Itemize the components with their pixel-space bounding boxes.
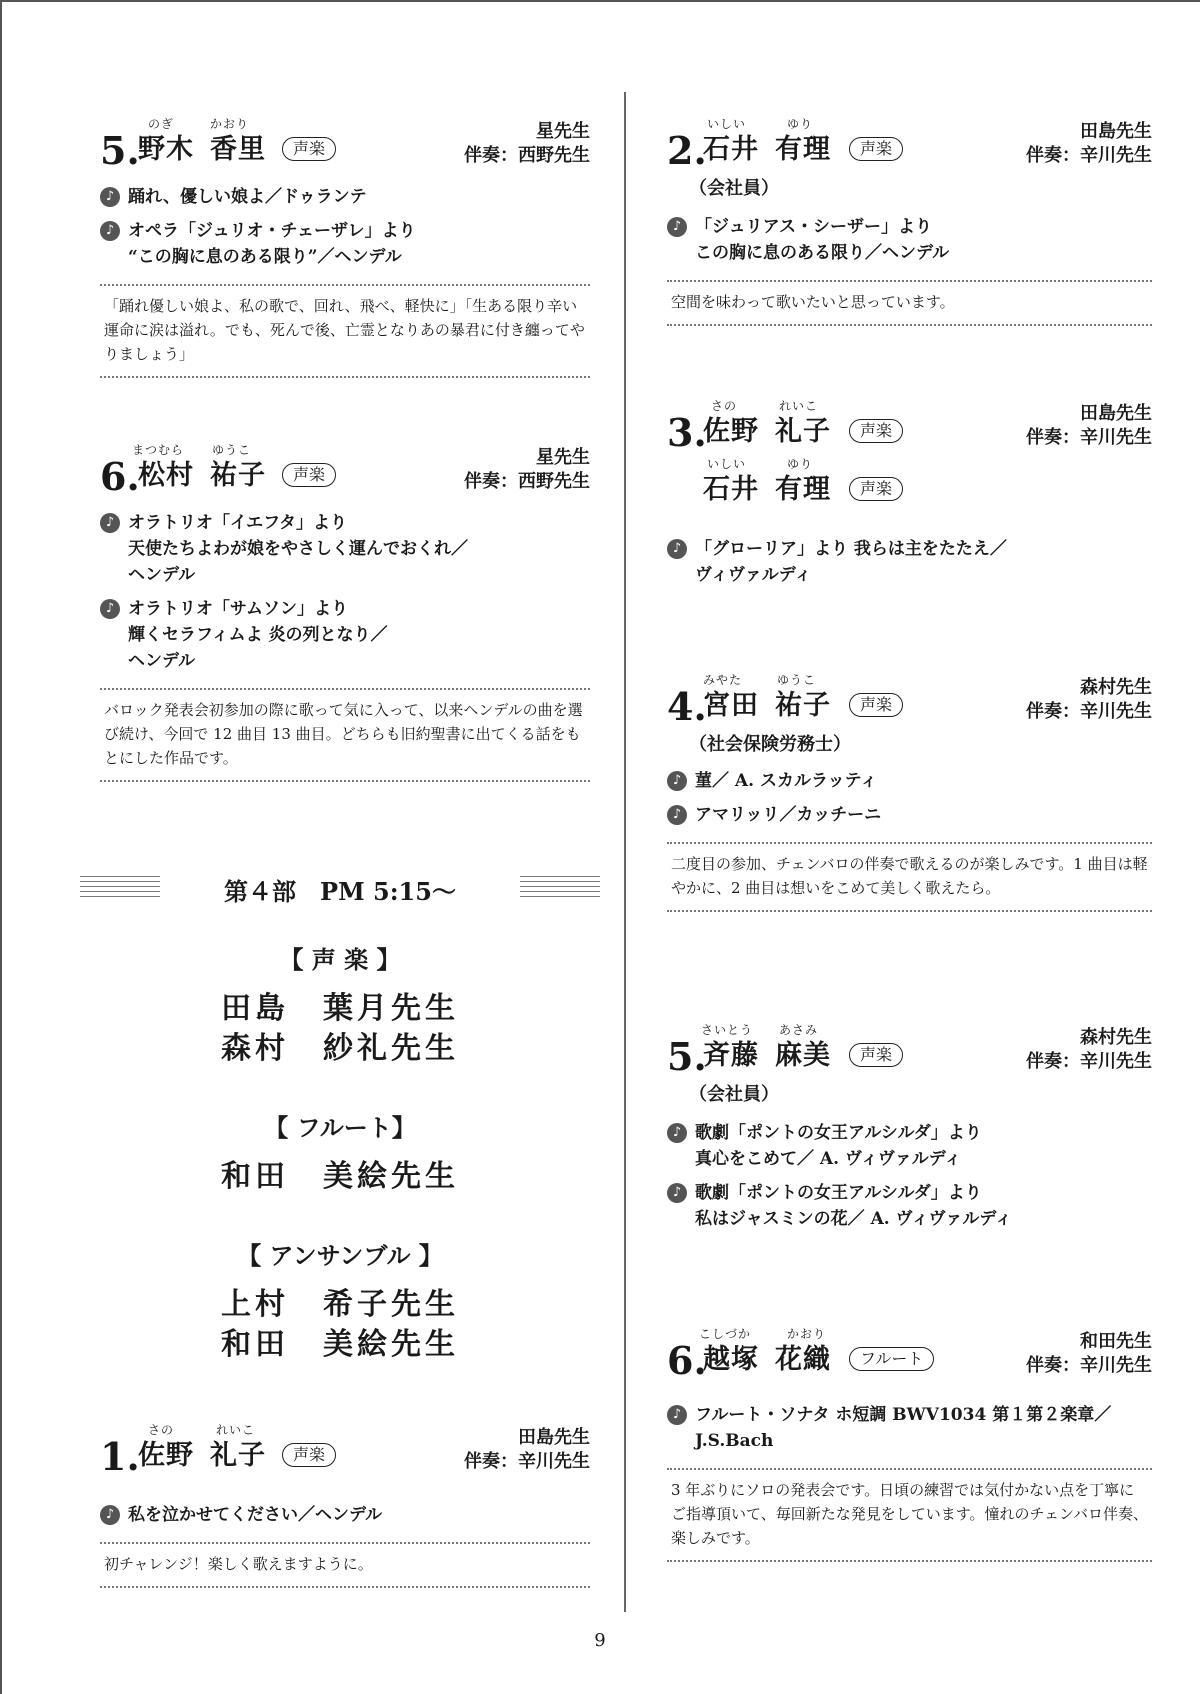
category-badge: 声楽	[282, 463, 336, 487]
ruby-given: ゆうこ	[777, 673, 817, 687]
song-title: 菫／ A. スカルラッティ	[695, 771, 878, 791]
page-number: 9	[594, 1630, 606, 1651]
performer-family-name: 佐野	[138, 1440, 194, 1471]
performer-comment: 空間を味わって歌いたいと思っています。	[667, 280, 1152, 326]
ruby-given: ゆり	[787, 117, 814, 131]
entry-number: 2.	[667, 128, 707, 173]
performer-entry	[667, 118, 1152, 326]
song-title: フルート・ソナタ ホ短調 BWV1034 第１第２楽章／	[695, 1405, 1112, 1425]
music-note-icon: ♪	[667, 1183, 687, 1203]
teacher-name: 田島先生	[518, 1427, 590, 1448]
accompanist: 伴奏：辛川先生	[1026, 1355, 1152, 1376]
song-title: 真心をこめて／ A. ヴィヴァルディ	[695, 1149, 962, 1169]
teacher-info	[464, 120, 590, 168]
accompanist: 伴奏：辛川先生	[1026, 427, 1152, 448]
ruby-family: さの	[148, 1423, 175, 1437]
music-note-icon: ♪	[100, 1505, 120, 1525]
ruby-family: みやた	[703, 673, 743, 687]
ruby-family: さの	[711, 399, 738, 413]
performer-comment: 初チャレンジ！楽しく歌えますように。	[100, 1542, 590, 1588]
accompanist: 伴奏：辛川先生	[1026, 1051, 1152, 1072]
teacher-info	[464, 1426, 590, 1474]
part-title: 第４部 PM 5:15〜	[224, 877, 456, 906]
performer-entry	[667, 400, 1152, 588]
song-title: オラトリオ「イエフタ」より	[128, 513, 347, 533]
teacher-info	[1026, 1330, 1152, 1378]
song-item	[667, 214, 1152, 266]
song-title: 私を泣かせてください／ヘンデル	[128, 1505, 383, 1525]
accompanist: 伴奏：辛川先生	[1026, 701, 1152, 722]
song-title: 輝くセラフィムよ 炎の列となり／	[128, 625, 388, 645]
music-note-icon: ♪	[667, 539, 687, 559]
teacher-name: 森村先生	[1080, 1027, 1152, 1048]
entry-number: 5.	[100, 128, 140, 173]
accompanist: 伴奏：西野先生	[464, 145, 590, 166]
song-item	[100, 510, 590, 588]
performer-entry	[667, 1024, 1152, 1232]
music-note-icon: ♪	[667, 1405, 687, 1425]
performer-given-name: 礼子	[775, 416, 831, 447]
performer-entry	[667, 674, 1152, 912]
teacher-name: 和田 美絵先生	[221, 1327, 459, 1362]
teacher-name: 和田 美絵先生	[221, 1159, 459, 1194]
ruby-given: かおり	[210, 117, 250, 131]
performer-given-name: 麻美	[775, 1040, 831, 1071]
song-item	[667, 1402, 1152, 1454]
music-note-icon: ♪	[667, 805, 687, 825]
ruby-given: ゆうこ	[212, 443, 252, 457]
song-item	[667, 768, 1152, 794]
ruby-family: いしい	[707, 457, 747, 471]
teacher-name: 上村 希子先生	[221, 1287, 459, 1322]
teacher-category-ensemble	[80, 1236, 600, 1365]
performer-given-name: 有理	[775, 474, 831, 505]
teacher-info	[1026, 676, 1152, 724]
song-title: 私はジャスミンの花／ A. ヴィヴァルディ	[695, 1209, 1013, 1229]
performer-given-name: 花織	[775, 1344, 831, 1375]
song-title: “この胸に息のある限り”／ヘンデル	[128, 247, 402, 267]
song-item	[100, 1502, 590, 1528]
performer-family-name: 石井	[703, 134, 759, 165]
song-title: 踊れ、優しい娘よ／ドゥランテ	[128, 187, 367, 207]
song-composer: J.S.Bach	[695, 1431, 774, 1451]
entry-number: 1.	[100, 1434, 140, 1479]
performer-occupation: （会社員）	[689, 1084, 779, 1105]
ruby-family: さいとう	[701, 1023, 754, 1037]
performer-given-name: 祐子	[210, 460, 266, 491]
music-note-icon: ♪	[100, 513, 120, 533]
ruby-given: れいこ	[216, 1423, 256, 1437]
song-title: 歌劇「ポントの女王アルシルダ」より	[695, 1123, 982, 1143]
entry-number: 6.	[100, 454, 140, 499]
teacher-name: 田島 葉月先生	[221, 991, 459, 1026]
performer-family-name: 斉藤	[703, 1040, 759, 1071]
entry-number: 4.	[667, 684, 707, 729]
column-divider	[624, 92, 626, 1612]
category-badge: 声楽	[849, 1043, 903, 1067]
teacher-name: 星先生	[536, 447, 590, 468]
category-badge: 声楽	[849, 477, 903, 501]
ruby-family: いしい	[707, 117, 747, 131]
song-item	[667, 536, 1152, 588]
song-item	[100, 218, 590, 270]
category-label: 【 フルート】	[264, 1113, 416, 1142]
performer-entry	[100, 118, 590, 378]
song-item	[667, 802, 1152, 828]
music-note-icon: ♪	[100, 599, 120, 619]
category-badge: 声楽	[849, 419, 903, 443]
song-composer: ヴィヴァルディ	[695, 565, 812, 585]
song-item	[100, 596, 590, 674]
entry-number: 3.	[667, 410, 707, 455]
performer-family-name: 越塚	[703, 1344, 759, 1375]
teacher-name: 星先生	[536, 121, 590, 142]
performer-comment: バロック発表会初参加の際に歌って気に入って、以来ヘンデルの曲を選び続け、今回で 12 曲目 13 曲目。どちらも旧約聖書に出てくる話をもとにした作品です。	[100, 688, 590, 782]
performer-entry	[100, 1424, 590, 1588]
ruby-given: れいこ	[779, 399, 819, 413]
teacher-info	[1026, 1026, 1152, 1074]
performer-given-name: 香里	[210, 134, 266, 165]
teacher-category-vocal	[80, 940, 600, 1069]
teacher-info	[1026, 402, 1152, 450]
category-badge: 声楽	[849, 693, 903, 717]
category-badge: 声楽	[282, 137, 336, 161]
ruby-family: こしづか	[699, 1327, 752, 1341]
ruby-given: ゆり	[787, 457, 814, 471]
song-item	[100, 184, 590, 210]
song-composer: ヘンデル	[128, 651, 196, 671]
song-title: オペラ「ジュリオ・チェーザレ」より	[128, 221, 416, 241]
song-title: この胸に息のある限り／ヘンデル	[695, 243, 950, 263]
accompanist: 伴奏：西野先生	[464, 471, 590, 492]
song-composer: ヘンデル	[128, 565, 196, 585]
performer-family-name: 宮田	[703, 690, 759, 721]
performer-comment: 「踊れ優しい娘よ、私の歌で、回れ、飛べ、軽快に」「生ある限り辛い運命に涙は溢れ。でも、死んで後、亡霊となりあの暴君に付き纏ってやりましょう」	[100, 284, 590, 378]
category-label: 【 声 楽 】	[279, 945, 401, 974]
teacher-info	[464, 446, 590, 494]
performer-given-name: 有理	[775, 134, 831, 165]
accompanist: 伴奏：辛川先生	[464, 1451, 590, 1472]
teacher-name: 森村 紗礼先生	[221, 1031, 459, 1066]
song-title: 「ジュリアス・シーザー」より	[695, 217, 932, 237]
performer-occupation: （社会保険労務士）	[689, 734, 851, 755]
category-badge: 声楽	[849, 137, 903, 161]
music-note-icon: ♪	[667, 1123, 687, 1143]
music-note-icon: ♪	[100, 221, 120, 241]
ruby-family: まつむら	[132, 443, 185, 457]
ruby-family: のぎ	[148, 117, 175, 131]
teacher-name: 森村先生	[1080, 677, 1152, 698]
music-note-icon: ♪	[667, 771, 687, 791]
ruby-given: あさみ	[779, 1023, 819, 1037]
music-note-icon: ♪	[100, 187, 120, 207]
ruby-given: かおり	[787, 1327, 827, 1341]
song-title: アマリッリ／カッチーニ	[695, 805, 882, 825]
teacher-name: 田島先生	[1080, 121, 1152, 142]
category-badge: フルート	[849, 1347, 934, 1371]
teacher-name: 和田先生	[1080, 1331, 1152, 1352]
part-header	[80, 868, 600, 908]
teacher-info	[1026, 120, 1152, 168]
teacher-category-flute	[80, 1108, 600, 1197]
song-title: オラトリオ「サムソン」より	[128, 599, 348, 619]
performer-occupation: （会社員）	[689, 178, 779, 199]
category-label: 【 アンサンブル 】	[237, 1241, 443, 1270]
category-badge: 声楽	[282, 1443, 336, 1467]
performer-family-name: 佐野	[703, 416, 759, 447]
song-title: 「グローリア」より 我らは主をたたえ／	[695, 539, 1007, 559]
song-item	[667, 1120, 1152, 1172]
performer-given-name: 祐子	[775, 690, 831, 721]
performer-entry	[667, 1328, 1152, 1562]
performer-comment: 3 年ぶりにソロの発表会です。日頃の練習では気付かない点を丁寧にご指導頂いて、毎回新たな発見をしています。憧れのチェンバロ伴奏、楽しみです。	[667, 1468, 1152, 1562]
entry-number: 6.	[667, 1338, 707, 1383]
performer-comment: 二度目の参加、チェンバロの伴奏で歌えるのが楽しみです。1 曲目は軽やかに、2 曲目は想いをこめて美しく歌えたら。	[667, 842, 1152, 912]
performer-given-name: 礼子	[210, 1440, 266, 1471]
entry-number: 5.	[667, 1034, 707, 1079]
music-note-icon: ♪	[667, 217, 687, 237]
staff-lines-decoration	[520, 876, 600, 900]
performer-family-name: 野木	[138, 134, 194, 165]
performer-family-name: 石井	[703, 474, 759, 505]
song-title: 歌劇「ポントの女王アルシルダ」より	[695, 1183, 982, 1203]
accompanist: 伴奏：辛川先生	[1026, 145, 1152, 166]
teacher-name: 田島先生	[1080, 403, 1152, 424]
performer-entry	[100, 444, 590, 782]
song-title: 天使たちよわが娘をやさしく運んでおくれ／	[128, 539, 468, 559]
performer-family-name: 松村	[138, 460, 194, 491]
song-item	[667, 1180, 1152, 1232]
